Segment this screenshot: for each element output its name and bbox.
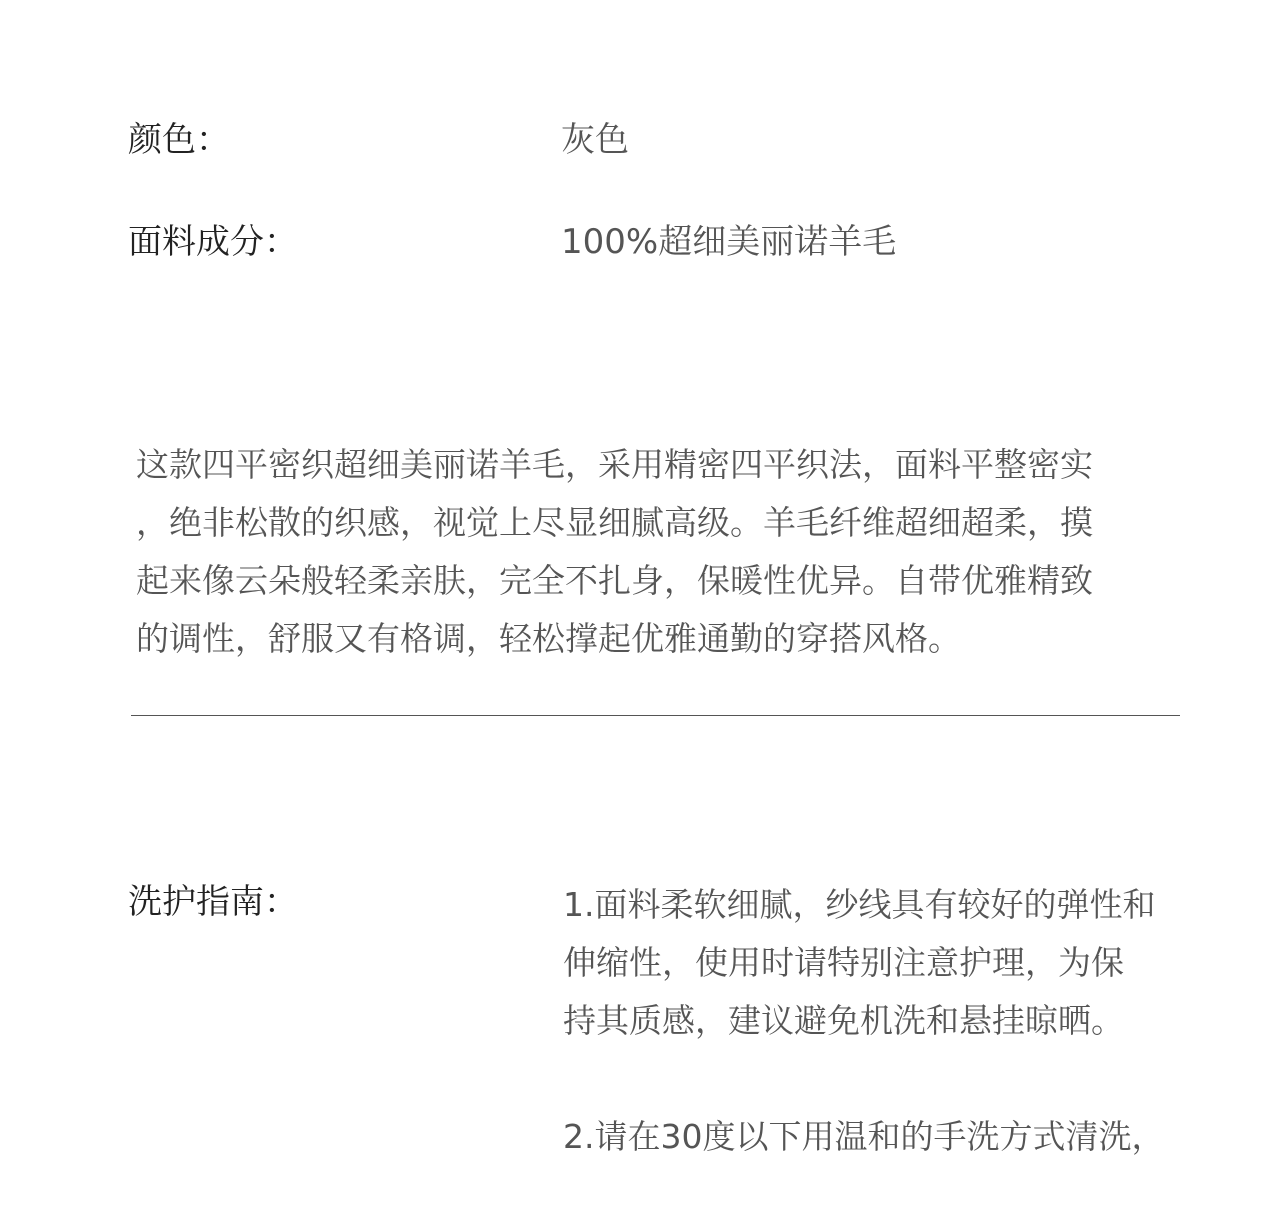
care-instructions <box>563 876 1263 1224</box>
care-item-line: 1.面料柔软细腻，纱线具有较好的弹性和 <box>563 885 1156 924</box>
care-label: 洗护指南： <box>128 882 298 922</box>
fabric-label: 面料成分： <box>128 222 298 262</box>
care-item <box>563 1108 1263 1166</box>
care-item <box>563 876 1263 1050</box>
fabric-value: 100%超细美丽诺羊毛 <box>561 222 897 262</box>
description-line: 的调性，舒服又有格调，轻松撑起优雅通勤的穿搭风格。 <box>136 619 961 658</box>
description-line: 这款四平密织超细美丽诺羊毛，采用精密四平织法，面料平整密实 <box>136 445 1093 484</box>
description-line: 起来像云朵般轻柔亲肤，完全不扎身，保暖性优异。自带优雅精致 <box>136 561 1093 600</box>
product-description <box>136 436 1176 668</box>
care-item-line: 伸缩性，使用时请特别注意护理，为保 <box>563 943 1124 982</box>
color-label: 颜色： <box>128 120 230 160</box>
care-item-line: 持其质感，建议避免机洗和悬挂晾晒。 <box>563 1001 1124 1040</box>
care-item-line: 2.请在30度以下用温和的手洗方式清洗， <box>563 1117 1165 1156</box>
color-value: 灰色 <box>561 120 629 160</box>
description-line: ，绝非松散的织感，视觉上尽显细腻高级。羊毛纤维超细超柔，摸 <box>136 503 1093 542</box>
section-divider <box>131 715 1180 716</box>
